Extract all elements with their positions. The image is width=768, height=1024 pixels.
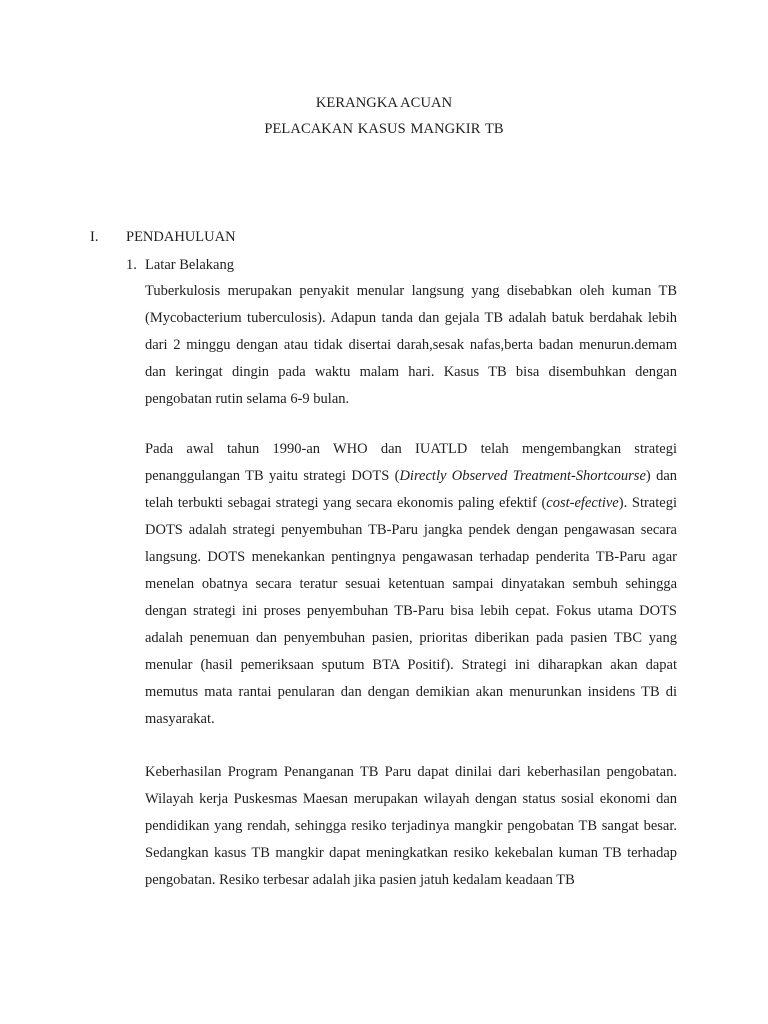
paragraph-text: ) dan telah terbukti sebagai strategi yang secara ekonomis paling efektif ( xyxy=(145,468,678,511)
paragraph-keberhasilan: Keberhasilan Program Penanganan TB Paru dapat dinilai dari keberhasilan pengobatan. Wilayah kerja Puskesmas Maesan merupakan wilayah dengan status sosial ekonomi dan pendidikan yang rendah, sehingga resiko terjadinya mangkir pengobatan TB sangat besar. Sedangkan kasus TB mangkir dapat meningkatkan resiko kekebalan kuman TB terhadap pengobatan. Resiko terbesar adalah jika pasien jatuh kedalam keadaan TB xyxy=(145,764,677,888)
paragraph-tuberkulosis: Tuberkulosis merupakan penyakit menular langsung yang disebabkan oleh kuman TB (Mycobacterium tuberculosis). Adapun tanda dan gejala TB adalah batuk berdahak lebih dari 2 minggu dengan atau tidak disertai darah,sesak nafas,berta badan menurun.demam dan keringat dingin pada waktu malam hari. Kasus TB bisa disembuhkan dengan pengobatan rutin selama 6-9 bulan. xyxy=(145,283,677,407)
section-heading: PENDAHULUAN xyxy=(126,229,236,245)
paragraph-text: ). Strategi DOTS adalah strategi penyembuhan TB-Paru jangka pendek dengan pengawasan secara langsung. DOTS menekankan pentingnya pengawasan terhadap penderita TB-Paru agar menelan obatnya secara teratur sesuai ketentuan sampai dinyatakan sembuh sehingga dengan strategi ini proses penyembuhan TB-Paru bisa lebih cepat. Fokus utama DOTS adalah penemuan dan penyembuhan pasien, prioritas diberikan pada pasien TBC yang menular (hasil pemeriksaan sputum BTA Positif). Strategi ini diharapkan akan dapat memutus mata rantai penularan dan dengan demikian akan menurunkan insidens TB di masyarakat. xyxy=(145,495,677,727)
subsection-number: 1. xyxy=(126,257,137,273)
section-number: I. xyxy=(90,229,99,245)
subsection-heading: Latar Belakang xyxy=(145,257,234,273)
italic-term: cost-efective xyxy=(546,495,619,511)
italic-term: Directly Observed Treatment-Shortcourse xyxy=(399,468,646,484)
paragraph-dots-strategy xyxy=(145,436,677,733)
document-subtitle: PELACAKAN KASUS MANGKIR TB xyxy=(264,121,504,137)
paragraph-text: Pada awal tahun 1990-an WHO dan IUATLD telah mengembangkan strategi penanggulangan TB yaitu strategi DOTS ( xyxy=(145,441,677,484)
document-title: KERANGKA ACUAN xyxy=(315,95,453,111)
